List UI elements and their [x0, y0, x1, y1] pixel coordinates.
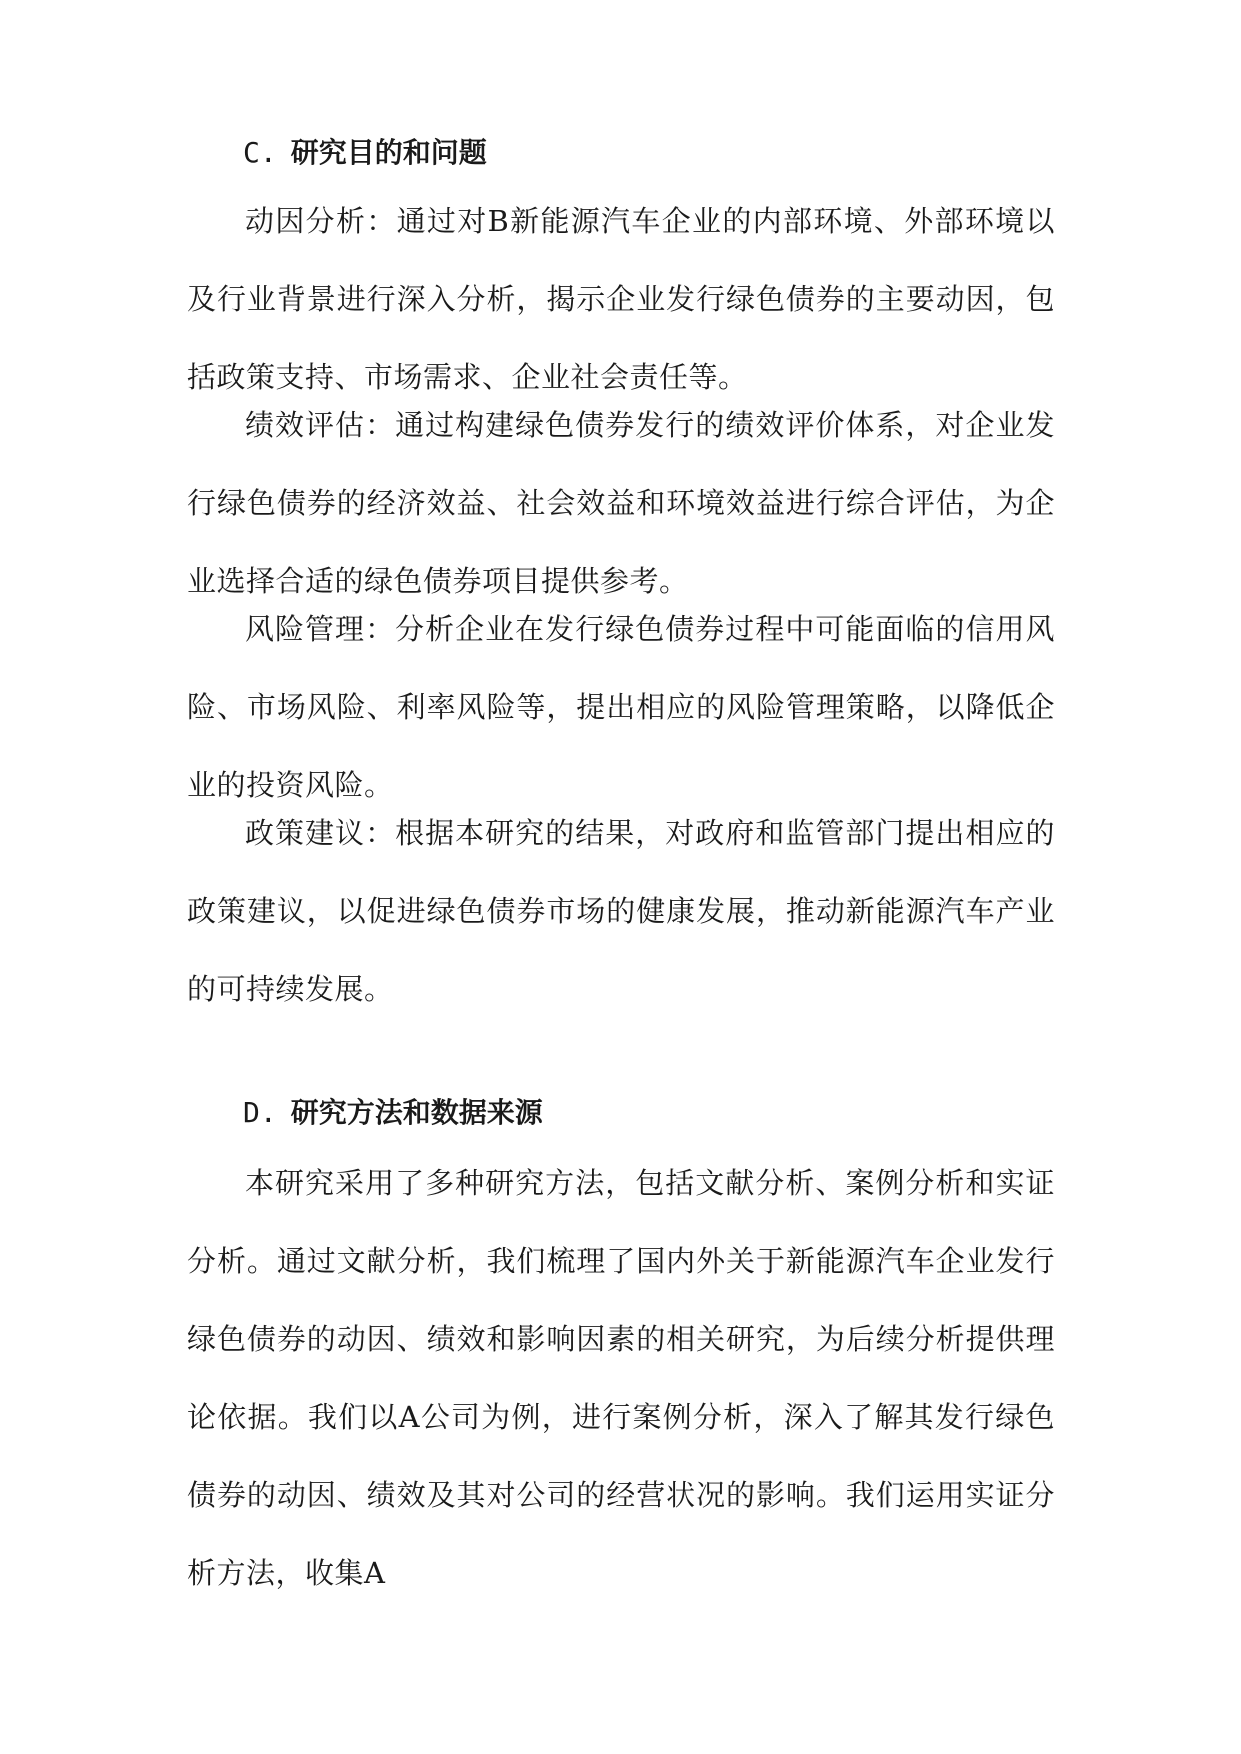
section-d-paragraph-methods: 本研究采用了多种研究方法，包括文献分析、案例分析和实证分析。通过文献分析，我们梳理了国内外关于新能源汽车企业发行绿色债券的动因、绩效和影响因素的相关研究，为后续分析提供理论依据。我们以A公司为例，进行案例分析，深入了解其发行绿色债券的动因、绩效及其对公司的经营状况的影响。我们运用实证分析方法，收集A [187, 1166, 1055, 1590]
section-d-heading [243, 1095, 1103, 1131]
section-c-heading [243, 135, 1103, 171]
section-c-paragraph-performance: 绩效评估：通过构建绿色债券发行的绩效评价体系，对企业发行绿色债券的经济效益、社会效益和环境效益进行综合评估，为企业选择合适的绿色债券项目提供参考。 [187, 408, 1055, 598]
section-d-title: 研究方法和数据来源 [290, 1096, 543, 1129]
section-c-paragraph-risk: 风险管理：分析企业在发行绿色债券过程中可能面临的信用风险、市场风险、利率风险等，提出相应的风险管理策略，以降低企业的投资风险。 [187, 612, 1055, 802]
section-c-paragraph-policy: 政策建议：根据本研究的结果，对政府和监管部门提出相应的政策建议，以促进绿色债券市场的健康发展，推动新能源汽车产业的可持续发展。 [187, 816, 1055, 1006]
section-d-number: D. [243, 1096, 277, 1129]
section-c-title: 研究目的和问题 [290, 136, 487, 169]
section-c-paragraph-motivation: 动因分析：通过对B新能源汽车企业的内部环境、外部环境以及行业背景进行深入分析，揭示企业发行绿色债券的主要动因，包括政策支持、市场需求、企业社会责任等。 [187, 204, 1055, 394]
section-c-number: C. [243, 136, 277, 169]
